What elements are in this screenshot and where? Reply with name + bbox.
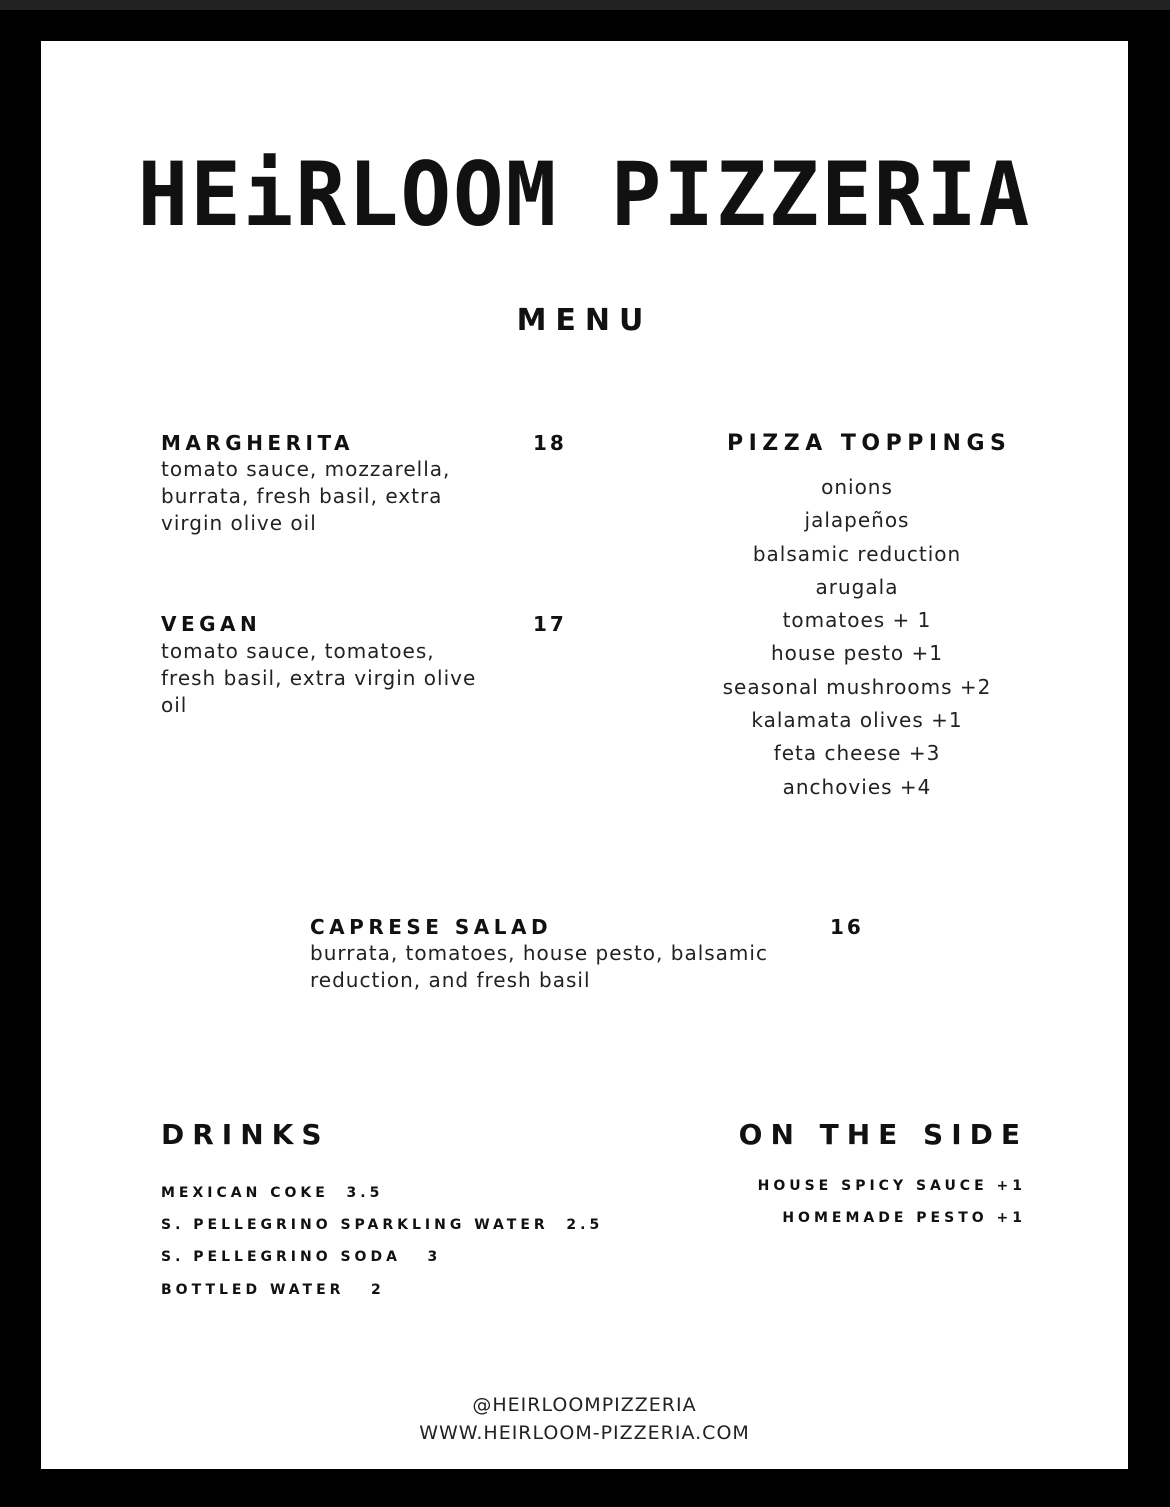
- desc-line: fresh basil, extra virgin olive: [161, 666, 477, 690]
- toppings-list: [707, 471, 1007, 804]
- topping-item: seasonal mushrooms +2: [722, 674, 992, 699]
- drink-item: MEXICAN COKE 3.5: [161, 1185, 384, 1201]
- drinks-heading: DRINKS: [161, 1118, 330, 1151]
- vegan-price: 17: [533, 612, 567, 636]
- desc-line: oil: [161, 693, 188, 717]
- desc-line: tomato sauce, mozzarella,: [161, 457, 451, 481]
- menu-page: [41, 41, 1128, 1469]
- side-item: HOMEMADE PESTO +1: [782, 1210, 1026, 1226]
- desc-line: reduction, and fresh basil: [310, 968, 591, 992]
- margherita-name: MARGHERITA: [161, 431, 355, 455]
- side-item: HOUSE SPICY SAUCE +1: [757, 1178, 1026, 1194]
- caprese-salad-description: [310, 940, 768, 994]
- desc-line: virgin olive oil: [161, 511, 317, 535]
- desc-line: burrata, tomatoes, house pesto, balsamic: [310, 941, 768, 965]
- website-url: WWW.HEIRLOOM-PIZZERIA.COM: [419, 1422, 750, 1444]
- brand-title: HEiRLOOM PIZZERIA: [137, 143, 1032, 247]
- drink-item: S. PELLEGRINO SPARKLING WATER 2.5: [161, 1217, 604, 1233]
- margherita-description: [161, 456, 450, 537]
- topping-item: arugala: [815, 574, 899, 599]
- topping-item: anchovies +4: [782, 774, 932, 799]
- vegan-name: VEGAN: [161, 612, 262, 636]
- menu-heading: MENU: [516, 303, 653, 338]
- topping-item: onions: [821, 475, 893, 499]
- topping-item: kalamata olives +1: [751, 708, 963, 733]
- drink-item: BOTTLED WATER 2: [161, 1282, 385, 1298]
- desc-line: burrata, fresh basil, extra: [161, 484, 443, 508]
- sides-heading: ON THE SIDE: [738, 1118, 1028, 1151]
- topping-item: balsamic reduction: [752, 541, 962, 566]
- topping-item: jalapeños: [804, 508, 910, 533]
- social-handle: @HEIRLOOMPIZZERIA: [472, 1394, 697, 1416]
- topping-item: tomatoes + 1: [782, 608, 932, 633]
- vegan-description: [161, 638, 476, 719]
- caprese-salad-price: 16: [830, 915, 864, 939]
- caprese-salad-name: CAPRESE SALAD: [310, 915, 553, 939]
- toppings-heading: PIZZA TOPPINGS: [727, 431, 1012, 456]
- margherita-price: 18: [533, 431, 567, 455]
- drink-item: S. PELLEGRINO SODA 3: [161, 1249, 442, 1265]
- topping-item: feta cheese +3: [773, 741, 941, 766]
- desc-line: tomato sauce, tomatoes,: [161, 639, 435, 663]
- topping-item: house pesto +1: [770, 641, 943, 666]
